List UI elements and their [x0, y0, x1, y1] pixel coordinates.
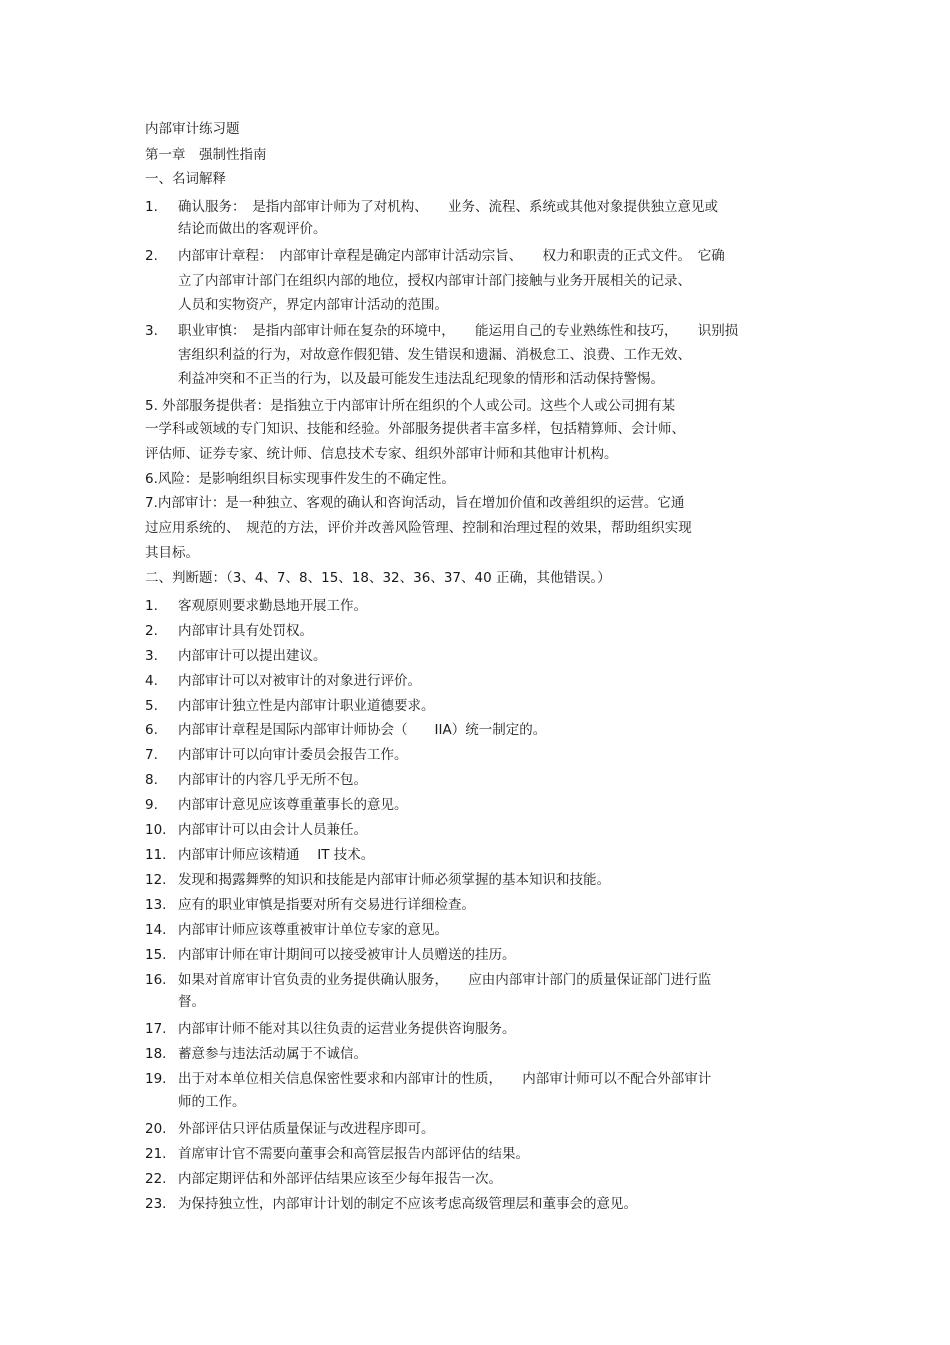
list-item: 首席审计官不需要向董事会和高管层报告内部评估的结果。 [178, 1146, 529, 1162]
term-line: 害组织利益的行为，对故意作假犯错、发生错误和遗漏、消极怠工、浪费、工作无效、 [178, 347, 691, 363]
list-item: 内部审计师不能对其以往负责的运营业务提供咨询服务。 [178, 1021, 516, 1037]
list-item: 如果对首席审计官负责的业务提供确认服务， 应由内部审计部门的质量保证部门进行监 [178, 972, 712, 988]
list-item: 内部审计可以提出建议。 [178, 648, 327, 664]
term-line: 职业审慎： 是指内部审计师在复杂的环境中， 能运用自己的专业熟练性和技巧， 识别损 [178, 323, 739, 339]
list-item: 内部审计独立性是内部审计职业道德要求。 [178, 698, 435, 714]
list-item: 内部定期评估和外部评估结果应该至少每年报告一次。 [178, 1171, 502, 1187]
list-item: 客观原则要求勤恳地开展工作。 [178, 598, 367, 614]
item-number: 14. [145, 922, 167, 938]
list-item: 内部审计可以由会计人员兼任。 [178, 822, 367, 838]
list-item: 出于对本单位相关信息保密性要求和内部审计的性质， 内部审计师可以不配合外部审计 [178, 1071, 712, 1087]
list-item: 为保持独立性，内部审计计划的制定不应该考虑高级管理层和董事会的意见。 [178, 1196, 637, 1212]
term-line: 评估师、证券专家、统计师、信息技术专家、组织外部审计师和其他审计机构。 [145, 446, 618, 462]
term-line: 人员和实物资产，界定内部审计活动的范围。 [178, 297, 448, 313]
document-title: 内部审计练习题 [145, 121, 240, 137]
term-number: 2. [145, 248, 158, 264]
item-number: 17. [145, 1021, 167, 1037]
list-item: 内部审计的内容几乎无所不包。 [178, 772, 367, 788]
item-number: 3. [145, 648, 158, 664]
term-line: 一学科或领域的专门知识、技能和经验。外部服务提供者丰富多样，包括精算师、会计师、 [145, 421, 685, 437]
list-item: 内部审计章程是国际内部审计师协会（ IIA）统一制定的。 [178, 722, 547, 738]
item-number: 21. [145, 1146, 167, 1162]
term-line: 过应用系统的、 规范的方法，评价并改善风险管理、控制和治理过程的效果，帮助组织实现 [145, 520, 692, 536]
item-number: 10. [145, 822, 167, 838]
item-number: 4. [145, 673, 158, 689]
term-line: 6.风险：是影响组织目标实现事件发生的不确定性。 [145, 471, 455, 487]
list-item: 内部审计意见应该尊重董事长的意见。 [178, 797, 408, 813]
item-number: 20. [145, 1121, 167, 1137]
list-item: 发现和揭露舞弊的知识和技能是内部审计师必须掌握的基本知识和技能。 [178, 872, 610, 888]
section-heading-terms: 一、名词解释 [145, 171, 226, 187]
term-line: 立了内部审计部门在组织内部的地位，授权内部审计部门接触与业务开展相关的记录、 [178, 273, 691, 289]
item-number: 22. [145, 1171, 167, 1187]
item-number: 1. [145, 598, 158, 614]
item-number: 7. [145, 747, 158, 763]
item-number: 19. [145, 1071, 167, 1087]
term-line: 其目标。 [145, 545, 199, 561]
item-number: 2. [145, 623, 158, 639]
list-item: 内部审计可以对被审计的对象进行评价。 [178, 673, 421, 689]
list-item: 内部审计师应该尊重被审计单位专家的意见。 [178, 922, 448, 938]
list-item: 师的工作。 [178, 1094, 246, 1110]
term-line: 结论而做出的客观评价。 [178, 221, 327, 237]
item-number: 15. [145, 947, 167, 963]
term-number: 3. [145, 323, 158, 339]
list-item: 蓄意参与违法活动属于不诚信。 [178, 1046, 367, 1062]
item-number: 5. [145, 698, 158, 714]
item-number: 9. [145, 797, 158, 813]
item-number: 6. [145, 722, 158, 738]
term-line: 5. 外部服务提供者：是指独立于内部审计所在组织的个人或公司。这些个人或公司拥有某 [145, 398, 676, 414]
item-number: 8. [145, 772, 158, 788]
list-item: 内部审计可以向审计委员会报告工作。 [178, 747, 408, 763]
list-item: 内部审计师应该精通 IT 技术。 [178, 847, 375, 863]
term-line: 内部审计章程： 内部审计章程是确定内部审计活动宗旨、 权力和职责的正式文件。 它确 [178, 248, 725, 264]
term-line: 确认服务： 是指内部审计师为了对机构、 业务、流程、系统或其他对象提供独立意见或 [178, 199, 718, 215]
list-item: 内部审计具有处罚权。 [178, 623, 313, 639]
term-number: 1. [145, 199, 158, 215]
list-item: 外部评估只评估质量保证与改进程序即可。 [178, 1121, 435, 1137]
item-number: 16. [145, 972, 167, 988]
list-item: 督。 [178, 994, 205, 1010]
item-number: 12. [145, 872, 167, 888]
term-line: 7.内部审计：是一种独立、客观的确认和咨询活动，旨在增加价值和改善组织的运营。它通 [145, 495, 685, 511]
item-number: 11. [145, 847, 167, 863]
term-line: 利益冲突和不正当的行为，以及最可能发生违法乱纪现象的情形和活动保持警惕。 [178, 371, 664, 387]
item-number: 13. [145, 897, 167, 913]
section-heading-judgments: 二、判断题：（3、4、7、8、15、18、32、36、37、40 正确，其他错误。） [145, 570, 611, 586]
list-item: 应有的职业审慎是指要对所有交易进行详细检查。 [178, 897, 475, 913]
list-item: 内部审计师在审计期间可以接受被审计人员赠送的挂历。 [178, 947, 516, 963]
item-number: 23. [145, 1196, 167, 1212]
chapter-heading: 第一章 强制性指南 [145, 147, 267, 163]
item-number: 18. [145, 1046, 167, 1062]
